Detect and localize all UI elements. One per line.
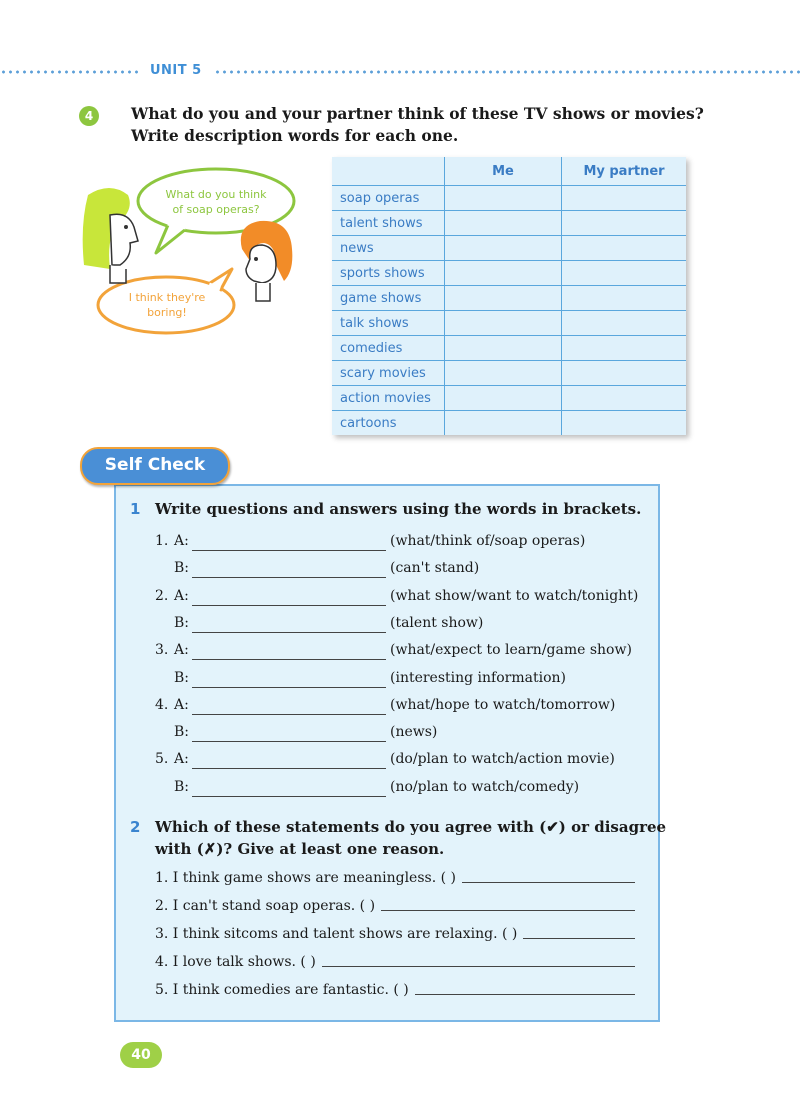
- table-row-label: scary movies: [332, 361, 445, 386]
- table-row: [332, 211, 686, 236]
- speaker-a-label: A:: [174, 697, 189, 713]
- cell-me[interactable]: [445, 286, 562, 311]
- table-header-blank: [332, 157, 445, 186]
- statement-item: [155, 898, 635, 914]
- answer-blank[interactable]: [192, 714, 386, 715]
- page-number: 40: [120, 1042, 162, 1068]
- question-2-title-line-1: Which of these statements do you agree with (✔) or disagree: [155, 818, 667, 836]
- activity-instruction-line-2: Write description words for each one.: [131, 126, 459, 145]
- answer-blank[interactable]: [192, 605, 386, 606]
- table-row-label: action movies: [332, 386, 445, 411]
- cell-partner[interactable]: [562, 186, 687, 211]
- green-haired-person-icon: [83, 188, 138, 283]
- table-row: [332, 336, 686, 361]
- cell-me[interactable]: [445, 186, 562, 211]
- bracket-hint: (what/think of/soap operas): [390, 533, 586, 549]
- item-number: 1.: [155, 533, 169, 549]
- tv-shows-table: [332, 157, 686, 435]
- table-row: [332, 411, 686, 436]
- unit-label: UNIT 5: [150, 63, 202, 78]
- bracket-hint: (interesting information): [390, 670, 566, 686]
- speech-bubble-orange-text: [112, 290, 222, 320]
- table-row: [332, 236, 686, 261]
- question-2-number: 2: [130, 818, 141, 836]
- speech-bubble-green-line-2: of soap operas?: [172, 203, 260, 216]
- header-dotted-rule-right: [214, 70, 800, 74]
- answer-blank[interactable]: [192, 550, 386, 551]
- speaker-b-label: B:: [174, 779, 190, 795]
- cell-partner[interactable]: [562, 211, 687, 236]
- bracket-hint: (what/expect to learn/game show): [390, 642, 632, 658]
- orange-haired-person-icon: [241, 221, 293, 301]
- cell-me[interactable]: [445, 336, 562, 361]
- table-header-row: [332, 157, 686, 186]
- bracket-hint: (news): [390, 724, 438, 740]
- table-row-label: talent shows: [332, 211, 445, 236]
- statement-text: 4. I love talk shows. ( ): [155, 954, 316, 970]
- statement-text: 2. I can't stand soap operas. ( ): [155, 898, 376, 914]
- cell-partner[interactable]: [562, 411, 687, 436]
- answer-blank[interactable]: [192, 796, 386, 797]
- table-row: [332, 361, 686, 386]
- reason-blank[interactable]: [523, 938, 635, 939]
- cell-me[interactable]: [445, 211, 562, 236]
- table-header-me: Me: [445, 157, 562, 186]
- reason-blank[interactable]: [415, 994, 635, 995]
- table-row: [332, 286, 686, 311]
- bracket-hint: (no/plan to watch/comedy): [390, 779, 580, 795]
- cell-me[interactable]: [445, 411, 562, 436]
- statement-item: [155, 926, 635, 942]
- cell-partner[interactable]: [562, 386, 687, 411]
- speaker-a-label: A:: [174, 642, 189, 658]
- cell-partner[interactable]: [562, 236, 687, 261]
- cell-partner[interactable]: [562, 361, 687, 386]
- answer-blank[interactable]: [192, 632, 386, 633]
- answer-blank[interactable]: [192, 659, 386, 660]
- self-check-label: Self Check: [80, 447, 230, 485]
- speech-bubble-green-line-1: What do you think: [165, 188, 267, 201]
- table-row-label: cartoons: [332, 411, 445, 436]
- table-row: [332, 311, 686, 336]
- statement-item: [155, 982, 635, 998]
- answer-blank[interactable]: [192, 577, 386, 578]
- item-number: 4.: [155, 697, 169, 713]
- bracket-hint: (what/hope to watch/tomorrow): [390, 697, 616, 713]
- speaker-b-label: B:: [174, 670, 190, 686]
- cell-partner[interactable]: [562, 286, 687, 311]
- table-header-partner: My partner: [562, 157, 687, 186]
- speaker-a-label: A:: [174, 751, 189, 767]
- speech-bubble-orange-line-2: boring!: [147, 306, 187, 319]
- cell-me[interactable]: [445, 236, 562, 261]
- speaker-b-label: B:: [174, 724, 190, 740]
- answer-blank[interactable]: [192, 687, 386, 688]
- speaker-a-label: A:: [174, 588, 189, 604]
- speaker-b-label: B:: [174, 560, 190, 576]
- cell-me[interactable]: [445, 311, 562, 336]
- cell-partner[interactable]: [562, 336, 687, 361]
- cell-me[interactable]: [445, 261, 562, 286]
- question-1-number: 1: [130, 500, 141, 518]
- statement-text: 3. I think sitcoms and talent shows are relaxing. ( ): [155, 926, 518, 942]
- activity-instruction-line-1: What do you and your partner think of these TV shows or movies?: [131, 104, 704, 123]
- table-row-label: soap operas: [340, 190, 420, 206]
- item-number: 2.: [155, 588, 169, 604]
- speech-bubble-green-text: [150, 187, 282, 217]
- table-row-label: comedies: [332, 336, 445, 361]
- reason-blank[interactable]: [462, 882, 635, 883]
- table-row: [332, 186, 686, 211]
- reason-blank[interactable]: [381, 910, 635, 911]
- statement-item: [155, 870, 635, 886]
- answer-blank[interactable]: [192, 741, 386, 742]
- bracket-hint: (can't stand): [390, 560, 480, 576]
- speech-bubble-orange-line-1: I think they're: [128, 291, 206, 304]
- table-row-label: game shows: [332, 286, 445, 311]
- answer-blank[interactable]: [192, 768, 386, 769]
- table-row: [332, 261, 686, 286]
- item-number: 5.: [155, 751, 169, 767]
- speaker-b-label: B:: [174, 615, 190, 631]
- bracket-hint: (talent show): [390, 615, 484, 631]
- cell-partner[interactable]: [562, 311, 687, 336]
- activity-number-badge: 4: [79, 106, 99, 126]
- cell-me[interactable]: [445, 386, 562, 411]
- bracket-hint: (do/plan to watch/action movie): [390, 751, 615, 767]
- statement-text: 1. I think game shows are meaningless. ( ): [155, 870, 456, 886]
- reason-blank[interactable]: [322, 966, 635, 967]
- speaker-a-label: A:: [174, 533, 189, 549]
- statement-item: [155, 954, 635, 970]
- question-1-title: Write questions and answers using the words in brackets.: [155, 500, 642, 518]
- item-number: 3.: [155, 642, 169, 658]
- cell-partner[interactable]: [562, 261, 687, 286]
- table-row: [332, 386, 686, 411]
- table-row-label: sports shows: [332, 261, 445, 286]
- cell-me[interactable]: [445, 361, 562, 386]
- statement-text: 5. I think comedies are fantastic. ( ): [155, 982, 409, 998]
- question-2-title-line-2: with (✗)? Give at least one reason.: [155, 840, 445, 858]
- header-dotted-rule-left: [0, 70, 140, 74]
- table-row-label: news: [332, 236, 445, 261]
- table-row-label: talk shows: [332, 311, 445, 336]
- bracket-hint: (what show/want to watch/tonight): [390, 588, 639, 604]
